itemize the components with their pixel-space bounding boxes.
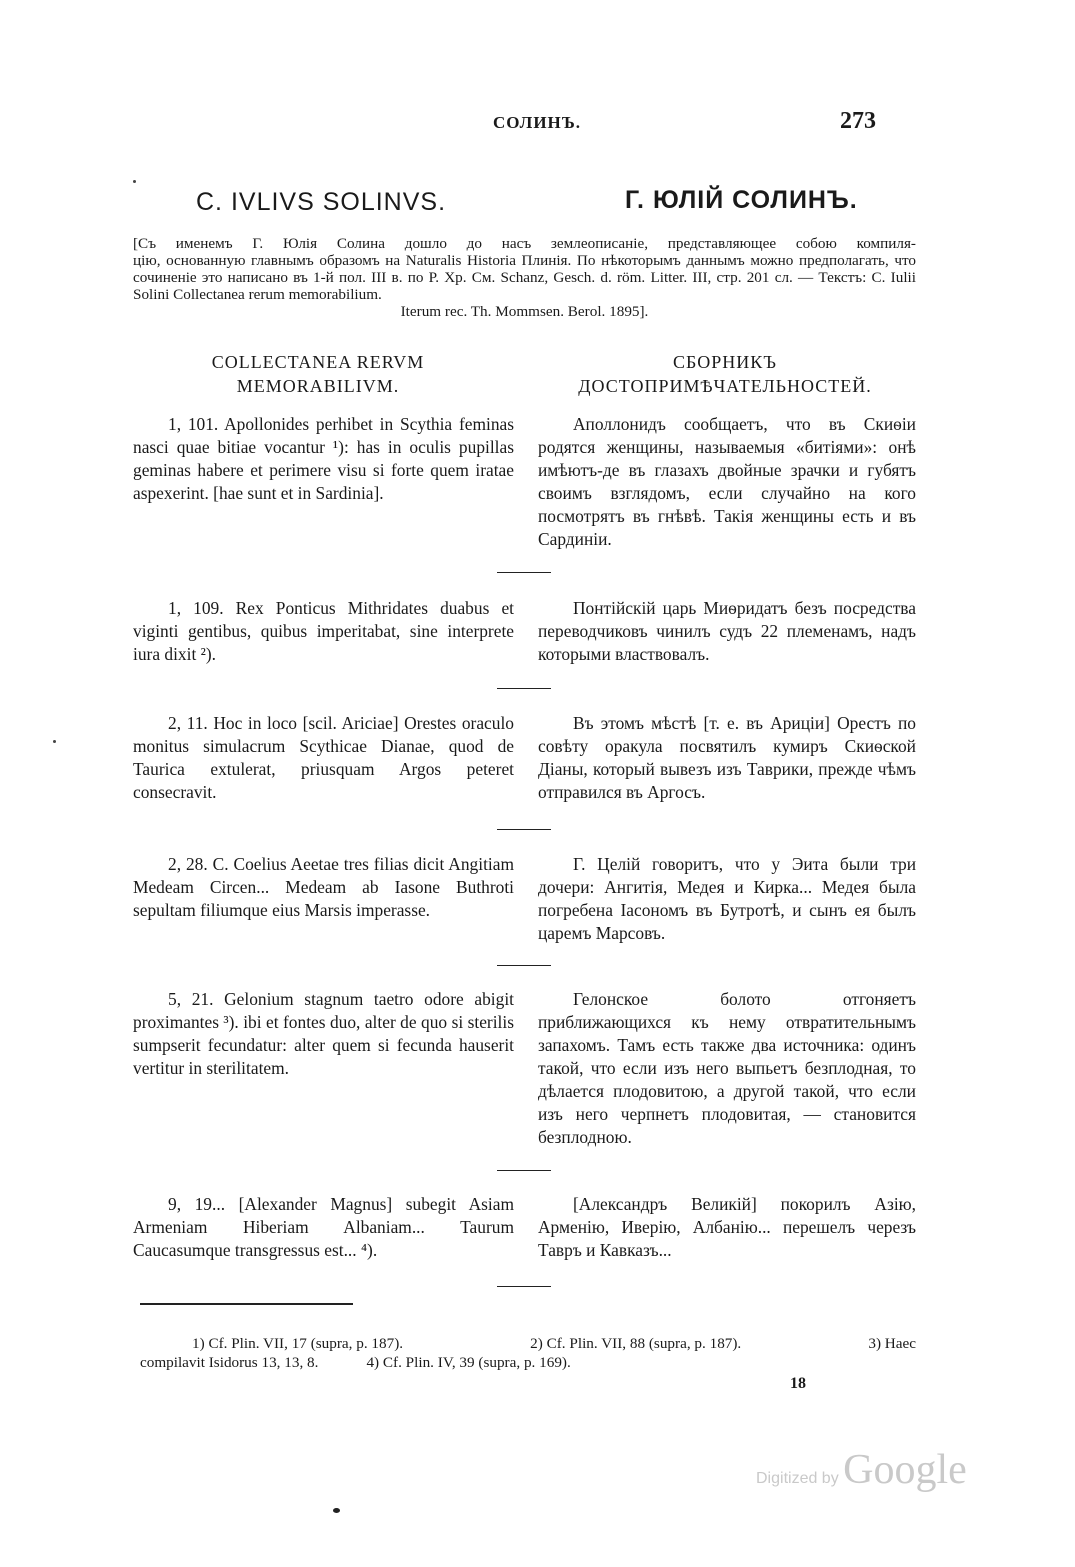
title-russian: Г. ЮЛІЙ СОЛИНЪ. [625, 186, 858, 214]
entry-russian-2 [538, 597, 916, 666]
intro-line-last: Iterum rec. Th. Mommsen. Berol. 1895]. [400, 303, 649, 320]
entry-russian-text: Въ этомъ мѣстѣ [т. е. въ Ариціи] Орестъ по совѣту оракула посвятилъ кумиръ Скиѳской Діаны, который вывезъ изъ Таврики, прежде чѣмъ отправился въ Аргосъ. [538, 713, 916, 802]
entry-russian-text: Гелонское болото отгоняетъ приближающихся къ нему отвратительнымъ запахомъ. Тамъ есть также два источника: одинъ такой, что если изъ него выпьетъ безплодная, то дѣлается плодовитою, а другой такой, что если изъ него черпнетъ плодовитая, — становится безплодною. [538, 989, 916, 1147]
footnote-1: 1) Cf. Plin. VII, 17 (supra, p. 187). [192, 1335, 404, 1352]
entry-latin-6 [133, 1193, 514, 1262]
ink-blot [333, 1508, 340, 1513]
entry-russian-text: [Александръ Великій] покорилъ Азію, Арменію, Иверію, Албанію... перешелъ черезъ Тавръ и Кавказъ... [538, 1194, 916, 1260]
entry-latin-2 [133, 597, 514, 666]
footnote-line [140, 1353, 916, 1372]
signature-mark: 18 [790, 1375, 806, 1392]
footnote-line [140, 1334, 916, 1353]
intro-note [133, 235, 916, 320]
entry-latin-text: 2, 28. C. Coelius Aeetae tres filias dicit Angitiam Medeam Circen... Medeam ab Iasone Buthroti sepultam filiumque eius Marsis imperasse. [133, 854, 514, 920]
scan-speck [53, 740, 56, 743]
entry-russian-6 [538, 1193, 916, 1262]
entry-russian-4 [538, 853, 916, 945]
entry-latin-text: 2, 11. Hoc in loco [scil. Ariciae] Orestes oraculo monitus simulacrum Scythicae Dianae, quod de Taurica extulerat, priusquam Argos peteret consecravit. [133, 713, 514, 802]
entry-russian-5 [538, 988, 916, 1149]
separator-rule [497, 829, 551, 831]
footnote-3: 3) Haec [868, 1335, 916, 1352]
separator-rule [497, 1170, 551, 1172]
scan-speck [133, 180, 136, 183]
entry-latin-text: 1, 101. Apollonides perhibet in Scythia feminas nasci quae bitiae vocantur ¹): has in oculis pupillas geminas habere et perimere visu si forte quem iratae aspexerint. [hae sunt et in Sardinia]. [133, 414, 514, 503]
separator-rule [497, 965, 551, 967]
entry-latin-text: 1, 109. Rex Ponticus Mithridates duabus et viginti gentibus, quibus imperitabat, sine interprete iura dixit ²). [133, 598, 514, 664]
entry-latin-text: 5, 21. Gelonium stagnum taetro odore abigit proximantes ³). ibi et fontes duo, alter de quo si sterilis sumpserit fecundatur: alter quem si fecunda hauserit vertitur in sterilitatem. [133, 989, 514, 1078]
footnote-rule [140, 1303, 353, 1306]
separator-rule [497, 688, 551, 690]
footnote-3-cont: compilavit Isidorus 13, 13, 8. [140, 1354, 319, 1371]
entry-russian-1 [538, 413, 916, 551]
running-head: СОЛИНЪ. [493, 113, 582, 132]
intro-line-first: [Съ именемъ Г. Юлія Солина дошло до насъ землеописаніе, представляющее собою компиля- [133, 235, 916, 252]
entry-latin-3 [133, 712, 514, 804]
title-latin: C. IVLIVS SOLINVS. [196, 188, 447, 216]
entry-latin-5 [133, 988, 514, 1080]
entry-russian-text: Аполлонидъ сообщаетъ, что въ Скиѳіи родятся женщины, называемыя «битіями»: онѣ имѣютъ-де въ глазахъ двойные зрачки и губятъ своимъ взглядомъ, если случайно на кого посмотрятъ въ гнѣвѣ. Такія женщины есть и въ Сардиніи. [538, 414, 916, 549]
footnote-2: 2) Cf. Plin. VII, 88 (supra, p. 187). [530, 1335, 742, 1352]
entry-latin-text: 9, 19... [Alexander Magnus] subegit Asiam Armeniam Hiberiam Albaniam... Taurum Caucasumque transgressus est... ⁴). [133, 1194, 514, 1260]
separator-rule [497, 1286, 551, 1288]
column-head-latin: COLLECTANEA RERVM MEMORABILIVM. [211, 352, 425, 396]
entry-latin-4 [133, 853, 514, 922]
column-head-russian: СБОРНИКЪ ДОСТОПРИМѢЧАТЕЛЬНОСТЕЙ. [578, 352, 872, 396]
footnotes [140, 1334, 916, 1372]
entry-russian-3 [538, 712, 916, 804]
entry-latin-1 [133, 413, 514, 505]
entry-russian-text: Понтійскій царь Миѳридатъ безъ посредства переводчиковъ чинилъ судъ 22 племенамъ, надъ которыми властвовалъ. [538, 598, 916, 664]
entry-russian-text: Г. Целій говоритъ, что у Эита были три дочери: Ангитія, Медея и Кирка... Медея была погребена Іасономъ въ Бутротѣ, и сынъ ея былъ царемъ Марсовъ. [538, 854, 916, 943]
watermark-brand: Google [843, 1447, 967, 1493]
watermark-prefix: Digitized by [756, 1470, 839, 1487]
page-number: 273 [840, 108, 876, 134]
intro-body: цію, основанную главнымъ образомъ на Naturalis Historia Плинія. По нѣкоторымъ даннымъ можно предполагать, что сочиненіе это написано въ 1-й пол. III в. по Р. Хр. См. Schanz, Gesch. d. röm. Litter. III, стр. 201 сл. — Текстъ: C. Iulii Solini Collectanea rerum memorabilium. [133, 252, 916, 303]
separator-rule [497, 572, 551, 574]
google-watermark [756, 1446, 967, 1494]
footnote-4: 4) Cf. Plin. IV, 39 (supra, p. 169). [366, 1354, 571, 1371]
